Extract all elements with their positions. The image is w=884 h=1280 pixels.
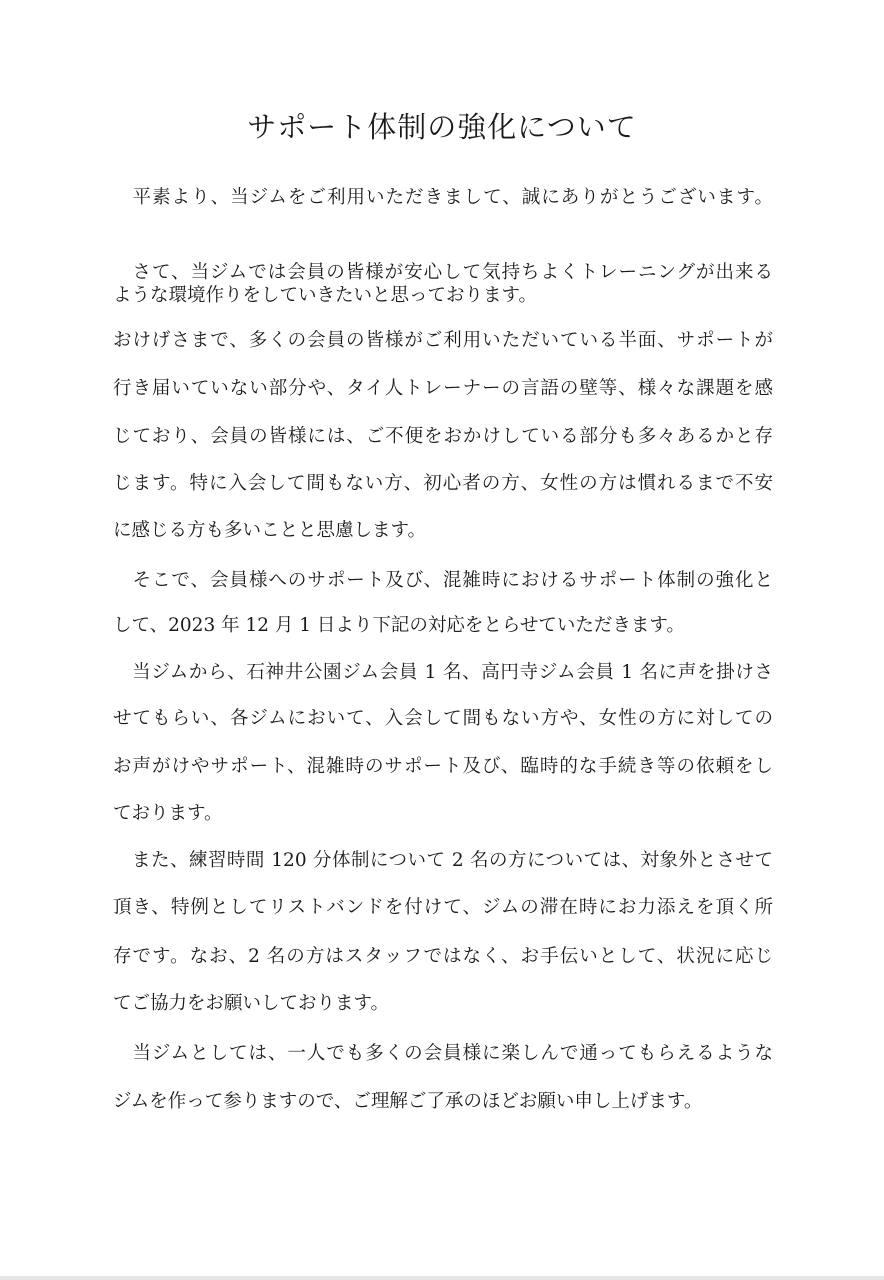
text-line: せてもらい、各ジムにおいて、入会して間もない方や、女性の方に対しての: [113, 708, 773, 729]
text-line: ジムを作って参りますので、ご理解ご了承のほどお願い申し上げます。: [113, 1091, 703, 1112]
text-line: また、練習時間 120 分体制について 2 名の方については、対象外とさせて: [113, 850, 773, 871]
text-line: 平素より、当ジムをご利用いただきまして、誠にありがとうございます。: [113, 187, 773, 208]
text-line: 当ジムから、石神井公園ジム会員 1 名、高円寺ジム会員 1 名に声を掛けさ: [113, 662, 773, 683]
text-line: 当ジムとしては、一人でも多くの会員様に楽しんで通ってもらえるような: [113, 1043, 773, 1064]
text-line: して、2023 年 12 月 1 日より下記の対応をとらせていただきます。: [113, 615, 685, 636]
text-line: ております。: [113, 803, 223, 824]
page-bottom-edge: [0, 1276, 884, 1280]
text-line: に感じる方も多いことと思慮します。: [113, 520, 427, 541]
text-line: てご協力をお願いしております。: [113, 993, 390, 1014]
text-line: 行き届いていない部分や、タイ人トレーナーの言語の壁等、様々な課題を感: [113, 378, 773, 399]
text-line: おけげさまで、多くの会員の皆様がご利用いただいている半面、サポートが: [113, 330, 773, 351]
text-line: ような環境作りをしていきたいと思っております。: [113, 285, 538, 306]
text-line: さて、当ジムでは会員の皆様が安心して気持ちよくトレーニングが出来る: [113, 262, 773, 283]
text-line: お声がけやサポート、混雑時のサポート及び、臨時的な手続き等の依頼をし: [113, 756, 773, 777]
text-line: 頂き、特例としてリストバンドを付けて、ジムの滞在時にお力添えを頂く所: [113, 897, 773, 918]
text-line: 存です。なお、2 名の方はスタッフではなく、お手伝いとして、状況に応じ: [113, 946, 773, 967]
text-line: じます。特に入会して間もない方、初心者の方、女性の方は慣れるまで不安: [113, 473, 773, 494]
text-line: じており、会員の皆様には、ご不便をおかけしている部分も多々あるかと存: [113, 426, 773, 447]
document-title: サポート体制の強化について: [247, 110, 637, 144]
text-line: そこで、会員様へのサポート及び、混雑時におけるサポート体制の強化と: [113, 570, 773, 591]
